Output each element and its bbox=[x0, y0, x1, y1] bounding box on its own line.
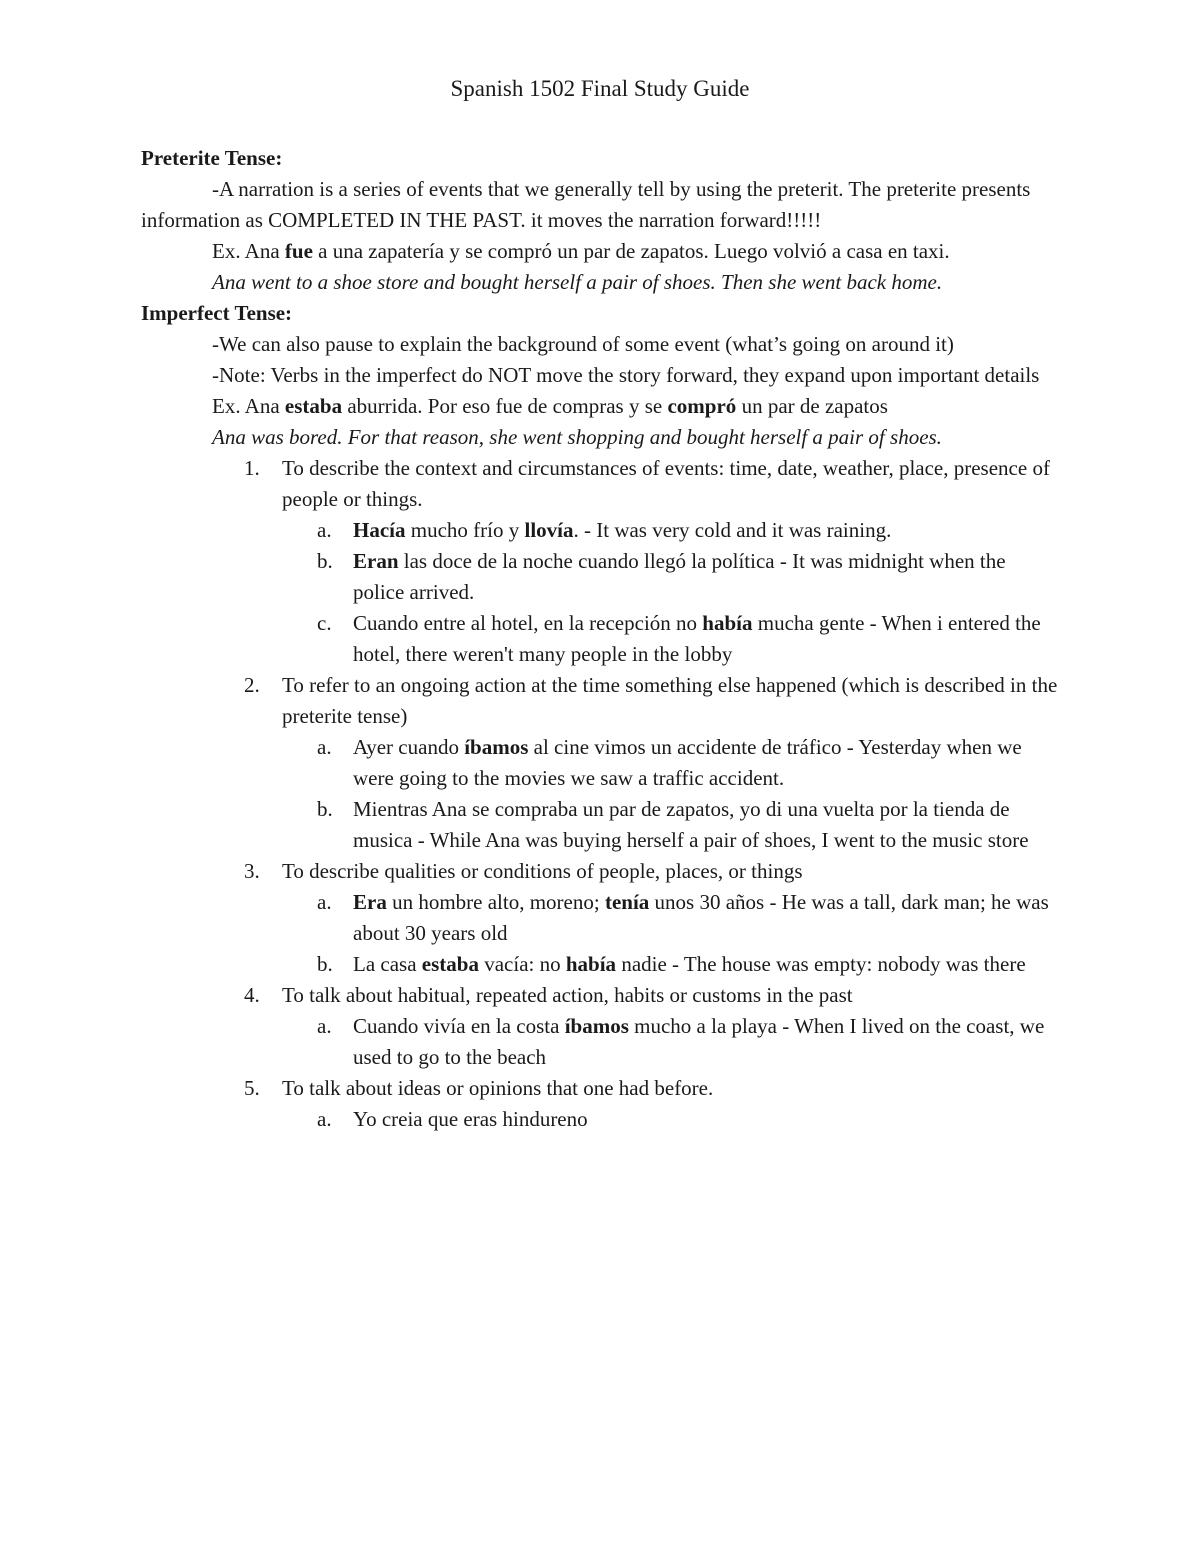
example-text: mucho frío y bbox=[405, 518, 525, 542]
example-text: La casa bbox=[353, 952, 422, 976]
verb-highlight: compró bbox=[667, 394, 737, 418]
list-marker: 2. bbox=[244, 673, 260, 697]
list-marker: a. bbox=[317, 890, 332, 914]
use-text: To describe qualities or conditions of people, places, or things bbox=[282, 859, 803, 883]
example-item bbox=[141, 1104, 1061, 1135]
list-marker: a. bbox=[317, 1107, 332, 1131]
document-body bbox=[141, 143, 1061, 1135]
use-text: To talk about habitual, repeated action, habits or customs in the past bbox=[282, 983, 853, 1007]
example-text: nadie - The house was empty: nobody was there bbox=[616, 952, 1026, 976]
verb-highlight: estaba bbox=[284, 394, 343, 418]
verb-highlight: llovía bbox=[524, 518, 574, 542]
example-text: Yo creia que eras hindureno bbox=[353, 1107, 588, 1131]
list-marker: a. bbox=[317, 735, 332, 759]
example-text: las doce de la noche cuando llegó la política - It was midnight when the police arrived. bbox=[353, 549, 1006, 604]
example-text: Ayer cuando bbox=[353, 735, 465, 759]
example-text: Ex. Ana bbox=[212, 394, 285, 418]
example-text: a una zapatería y se compró un par de zapatos. Luego volvió a casa en taxi. bbox=[312, 239, 950, 263]
verb-highlight: íbamos bbox=[564, 1014, 629, 1038]
example-text: Ex. Ana bbox=[212, 239, 285, 263]
example-text: mucho a la playa - When I lived on the coast, we used to go to the beach bbox=[353, 1014, 1045, 1069]
imperfect-intro-2: -Note: Verbs in the imperfect do NOT move the story forward, they expand upon important details bbox=[212, 363, 1040, 387]
example-text: aburrida. Por eso fue de compras y se bbox=[342, 394, 668, 418]
list-marker: c. bbox=[317, 611, 332, 635]
verb-highlight: estaba bbox=[421, 952, 479, 976]
list-marker: a. bbox=[317, 518, 332, 542]
list-marker: 5. bbox=[244, 1076, 260, 1100]
translation-text: Ana was bored. For that reason, she went shopping and bought herself a pair of shoes. bbox=[212, 425, 942, 449]
example-item bbox=[141, 546, 1061, 608]
verb-highlight: había bbox=[565, 952, 617, 976]
use-item-1 bbox=[141, 453, 1061, 515]
example-text: . - It was very cold and it was raining. bbox=[573, 518, 892, 542]
use-item-3 bbox=[141, 856, 1061, 887]
list-marker: a. bbox=[317, 1014, 332, 1038]
list-marker: b. bbox=[317, 797, 333, 821]
verb-highlight: Hacía bbox=[353, 518, 406, 542]
verb-highlight: íbamos bbox=[464, 735, 529, 759]
example-text: unos 30 años - He was a tall, dark man; he was about 30 years old bbox=[353, 890, 1049, 945]
preterite-translation bbox=[141, 267, 1061, 298]
use-item-5 bbox=[141, 1073, 1061, 1104]
example-item bbox=[141, 1011, 1061, 1073]
preterite-heading: Preterite Tense: bbox=[141, 146, 283, 170]
verb-highlight: Era bbox=[353, 890, 387, 914]
use-text: To describe the context and circumstances of events: time, date, weather, place, presence of people or things. bbox=[282, 456, 1050, 511]
example-item bbox=[141, 794, 1061, 856]
example-item bbox=[141, 949, 1061, 980]
list-marker: 3. bbox=[244, 859, 260, 883]
preterite-intro: -A narration is a series of events that we generally tell by using the preterit. The preterite presents information as COMPLETED IN THE PAST. it moves the narration forward!!!!! bbox=[141, 177, 1031, 232]
example-item bbox=[141, 732, 1061, 794]
list-marker: b. bbox=[317, 952, 333, 976]
list-marker: b. bbox=[317, 549, 333, 573]
example-text: Mientras Ana se compraba un par de zapatos, yo di una vuelta por la tienda de musica - While Ana was buying herself a pair of shoes, I went to the music store bbox=[353, 797, 1029, 852]
verb-highlight: tenía bbox=[604, 890, 650, 914]
list-marker: 1. bbox=[244, 456, 260, 480]
imperfect-intro-1: -We can also pause to explain the background of some event (what’s going on around it) bbox=[212, 332, 954, 356]
use-text: To refer to an ongoing action at the time something else happened (which is described in the preterite tense) bbox=[282, 673, 1058, 728]
preterite-example bbox=[141, 236, 1061, 267]
example-text: mucha gente - When i entered the hotel, there weren't many people in the lobby bbox=[353, 611, 1041, 666]
imperfect-example bbox=[141, 391, 1061, 422]
verb-highlight: había bbox=[702, 611, 753, 635]
use-item-2 bbox=[141, 670, 1061, 732]
example-text: un hombre alto, moreno; bbox=[386, 890, 605, 914]
verb-highlight: fue bbox=[284, 239, 313, 263]
example-item bbox=[141, 608, 1061, 670]
imperfect-heading: Imperfect Tense: bbox=[141, 301, 293, 325]
use-text: To talk about ideas or opinions that one had before. bbox=[282, 1076, 714, 1100]
example-item bbox=[141, 515, 1061, 546]
imperfect-translation bbox=[141, 422, 1061, 453]
example-text: al cine vimos un accidente de tráfico - Yesterday when we were going to the movies we saw a traffic accident. bbox=[353, 735, 1022, 790]
example-text: un par de zapatos bbox=[736, 394, 888, 418]
list-marker: 4. bbox=[244, 983, 260, 1007]
example-item bbox=[141, 887, 1061, 949]
example-text: Cuando vivía en la costa bbox=[353, 1014, 565, 1038]
example-text: vacía: no bbox=[478, 952, 566, 976]
verb-highlight: Eran bbox=[353, 549, 399, 573]
translation-text: Ana went to a shoe store and bought herself a pair of shoes. Then she went back home. bbox=[212, 270, 943, 294]
example-text: Cuando entre al hotel, en la recepción no bbox=[353, 611, 703, 635]
use-item-4 bbox=[141, 980, 1061, 1011]
page-title: Spanish 1502 Final Study Guide bbox=[450, 76, 750, 101]
